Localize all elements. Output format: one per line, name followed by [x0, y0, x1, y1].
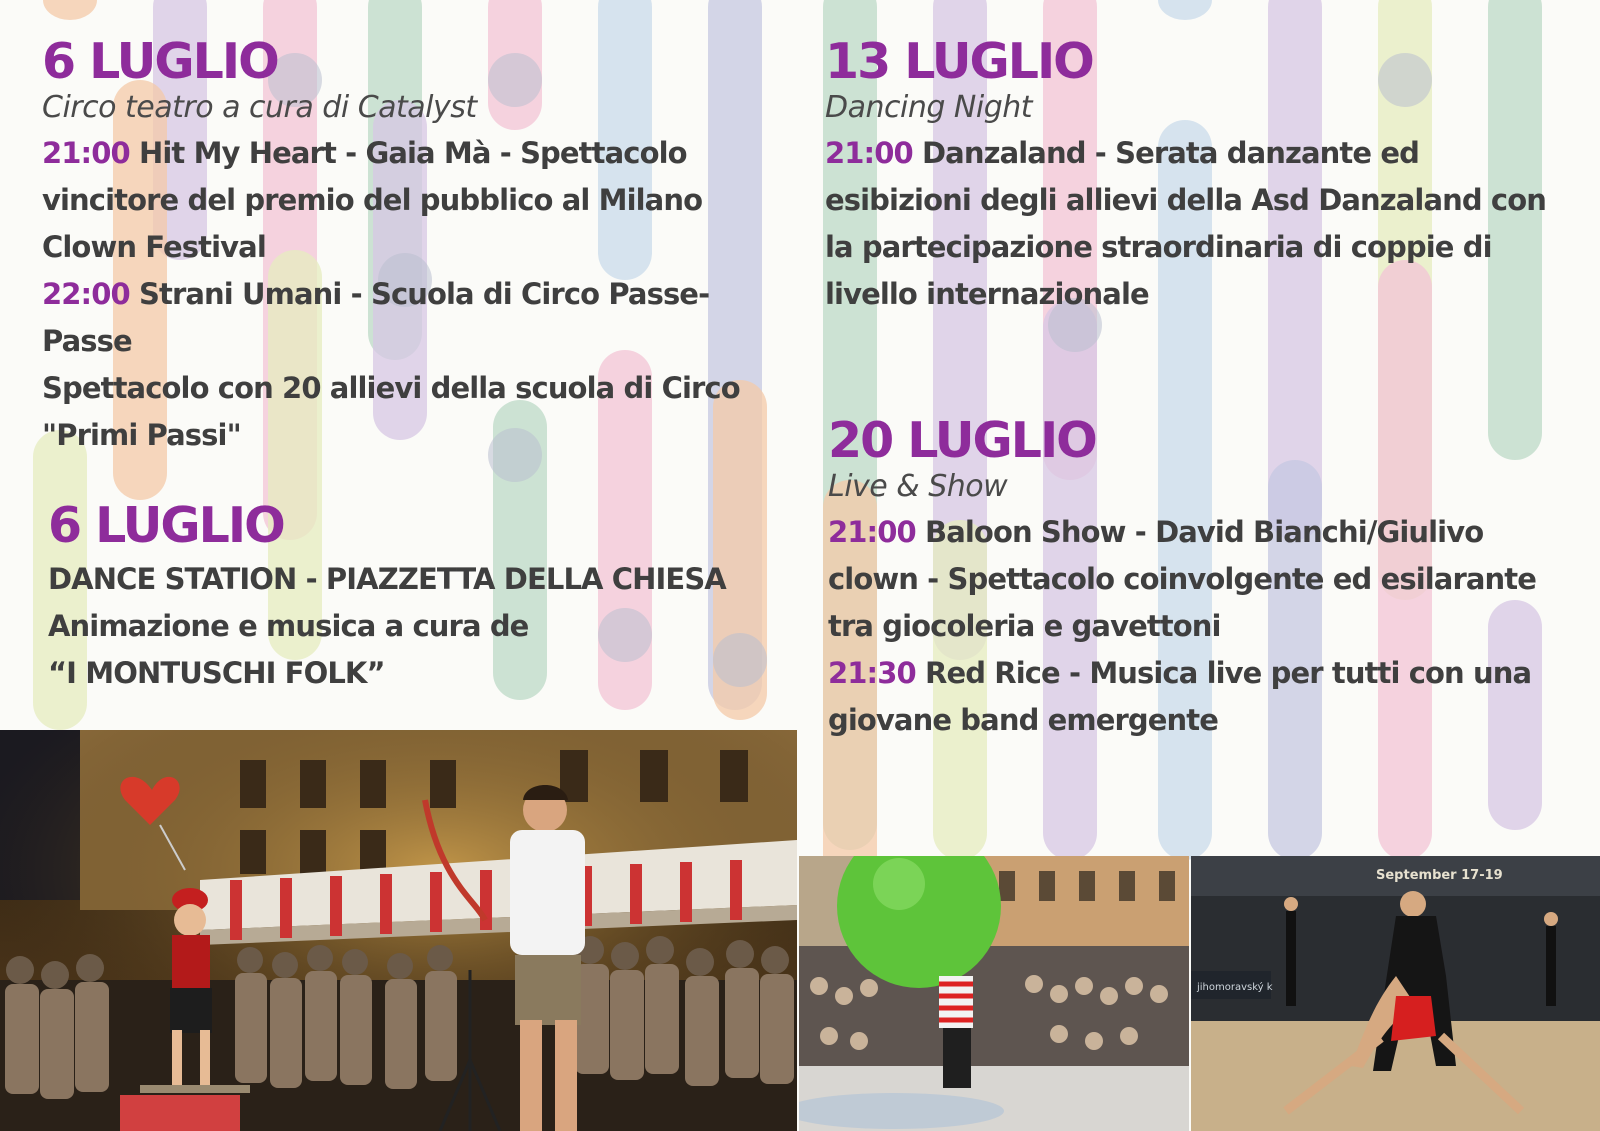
event-subtitle: Circo teatro a cura di Catalyst — [42, 90, 477, 125]
photo-banner-text: September 17-19 — [1376, 868, 1503, 883]
item-text: Spettacolo con 20 allievi della scuola di Circo "Primi Passi" — [42, 371, 740, 452]
program-item — [825, 130, 1560, 318]
item-text: Danzaland - Serata danzante ed esibizioni degli allievi della Asd Danzaland con la partecipazione straordinaria di coppie di livello internazionale — [825, 136, 1546, 311]
program-item — [828, 650, 1563, 744]
program-item — [42, 271, 762, 365]
item-time: 21:00 — [42, 136, 130, 170]
item-time: 21:00 — [828, 515, 916, 549]
decorative-stripe — [43, 0, 97, 20]
program-item — [828, 509, 1563, 650]
item-text: Red Rice - Musica live per tutti con una giovane band emergente — [828, 656, 1532, 737]
photo-dance-couple — [1191, 856, 1600, 1131]
decorative-stripe — [1158, 0, 1212, 20]
item-text: Baloon Show - David Bianchi/Giulivo clown - Spettacolo coinvolgente ed esilarante tra giocoleria e gavettoni — [828, 515, 1537, 643]
item-time: 21:30 — [828, 656, 916, 690]
event-block-4 — [828, 413, 1563, 744]
event-subtitle: Dancing Night — [825, 90, 1033, 125]
program-item: DANCE STATION - PIAZZETTA DELLA CHIESA — [48, 562, 726, 596]
program-item: Animazione e musica a cura de — [48, 609, 529, 643]
event-block-3 — [825, 34, 1560, 318]
item-text: Strani Umani - Scuola di Circo Passe-Passe — [42, 277, 710, 358]
event-block-1 — [42, 34, 762, 459]
item-time: 21:00 — [825, 136, 913, 170]
event-date: 20 LUGLIO — [828, 412, 1096, 469]
event-date: 6 LUGLIO — [42, 33, 278, 90]
item-time: 22:00 — [42, 277, 130, 311]
program-item — [42, 365, 762, 459]
event-subtitle: Live & Show — [828, 469, 1008, 504]
program-item — [42, 130, 762, 271]
photo-circus-performance — [0, 730, 797, 1131]
item-text: Hit My Heart - Gaia Mà - Spettacolo vincitore del premio del pubblico al Milano Clown Festival — [42, 136, 703, 264]
event-block-2 — [48, 498, 768, 697]
photo-ball-show — [799, 856, 1189, 1131]
event-date: 6 LUGLIO — [48, 497, 284, 554]
event-date: 13 LUGLIO — [825, 33, 1093, 90]
photo-board-text: jihomoravský k — [1197, 982, 1273, 993]
program-item: “I MONTUSCHI FOLK” — [48, 656, 385, 690]
